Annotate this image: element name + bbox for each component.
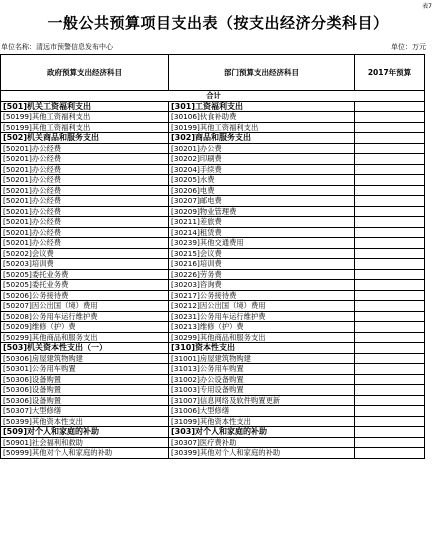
budget-cell [355, 206, 425, 217]
budget-cell [355, 133, 425, 144]
gov-subject-cell: [50203]培训费 [1, 259, 169, 270]
gov-subject-cell: [50999]其他对个人和家庭的补助 [1, 448, 169, 459]
dept-subject-cell: [30106]伙食补助费 [169, 112, 355, 123]
gov-subject-cell: [509]对个人和家庭的补助 [1, 427, 169, 438]
dept-subject-cell: [30239]其他交通费用 [169, 238, 355, 249]
gov-subject-cell: [50201]办公经费 [1, 185, 169, 196]
header-gov-economic-subject: 政府预算支出经济科目 [1, 55, 169, 91]
dept-subject-cell: [31013]公务用车购置 [169, 364, 355, 375]
category-row [1, 427, 425, 438]
table-row [1, 353, 425, 364]
budget-cell [355, 374, 425, 385]
dept-subject-cell: [31007]信息网络及软件购置更新 [169, 395, 355, 406]
gov-subject-cell: [50201]办公经费 [1, 154, 169, 165]
category-row [1, 133, 425, 144]
budget-cell [355, 290, 425, 301]
table-row [1, 175, 425, 186]
gov-subject-cell: [50201]办公经费 [1, 164, 169, 175]
category-row [1, 343, 425, 354]
table-row [1, 269, 425, 280]
gov-subject-cell: [50201]办公经费 [1, 217, 169, 228]
budget-cell [355, 301, 425, 312]
budget-cell [355, 437, 425, 448]
dept-subject-cell: [30399]其他对个人和家庭的补助 [169, 448, 355, 459]
dept-subject-cell: [30207]邮电费 [169, 196, 355, 207]
total-row [1, 91, 425, 102]
table-number: 表7 [422, 3, 432, 10]
budget-cell [355, 248, 425, 259]
gov-subject-cell: [50306]设备购置 [1, 374, 169, 385]
budget-cell [355, 259, 425, 270]
dept-subject-cell: [302]商品和服务支出 [169, 133, 355, 144]
table-body [1, 91, 425, 459]
table-row [1, 332, 425, 343]
table-row [1, 238, 425, 249]
budget-cell [355, 269, 425, 280]
dept-subject-cell: [301]工资福利支出 [169, 101, 355, 112]
dept-subject-cell: [30204]手续费 [169, 164, 355, 175]
table-row [1, 196, 425, 207]
budget-cell [355, 175, 425, 186]
budget-cell [355, 385, 425, 396]
gov-subject-cell: [50201]办公经费 [1, 196, 169, 207]
gov-subject-cell: [502]机关商品和服务支出 [1, 133, 169, 144]
dept-subject-cell: [30213]维修（护）费 [169, 322, 355, 333]
dept-subject-cell: [30202]印刷费 [169, 154, 355, 165]
page-title: 一般公共预算项目支出表（按支出经济分类科目） [47, 14, 389, 32]
dept-subject-cell: [31006]大型修缮 [169, 406, 355, 417]
table-row [1, 364, 425, 375]
budget-cell [355, 311, 425, 322]
table-row [1, 259, 425, 270]
table-row [1, 122, 425, 133]
gov-subject-cell: [50199]其他工资福利支出 [1, 112, 169, 123]
budget-cell [355, 122, 425, 133]
dept-subject-cell: [30205]水费 [169, 175, 355, 186]
budget-cell [355, 280, 425, 291]
table-row [1, 406, 425, 417]
table-row [1, 395, 425, 406]
dept-subject-cell: [310]资本性支出 [169, 343, 355, 354]
dept-subject-cell: [30307]医疗费补助 [169, 437, 355, 448]
gov-subject-cell: [50201]办公经费 [1, 227, 169, 238]
table-row [1, 437, 425, 448]
gov-subject-cell: [50306]设备购置 [1, 395, 169, 406]
dept-subject-cell: [30226]劳务费 [169, 269, 355, 280]
gov-subject-cell: [50208]公务用车运行维护费 [1, 311, 169, 322]
table-row [1, 143, 425, 154]
budget-cell [355, 238, 425, 249]
table-row [1, 185, 425, 196]
dept-subject-cell: [303]对个人和家庭的补助 [169, 427, 355, 438]
dept-subject-cell: [30203]咨询费 [169, 280, 355, 291]
budget-cell [355, 185, 425, 196]
table-row [1, 301, 425, 312]
dept-subject-cell: [30212]因公出国（境）费用 [169, 301, 355, 312]
budget-cell [355, 227, 425, 238]
budget-cell [355, 406, 425, 417]
table-row [1, 217, 425, 228]
budget-cell [355, 154, 425, 165]
budget-cell [355, 427, 425, 438]
table-row [1, 290, 425, 301]
gov-subject-cell: [50399]其他资本性支出 [1, 416, 169, 427]
table-row [1, 448, 425, 459]
table-row [1, 206, 425, 217]
table-row [1, 154, 425, 165]
dept-subject-cell: [31002]办公设备购置 [169, 374, 355, 385]
dept-subject-cell: [30215]会议费 [169, 248, 355, 259]
gov-subject-cell: [50201]办公经费 [1, 206, 169, 217]
budget-cell [355, 101, 425, 112]
gov-subject-cell: [50205]委托业务费 [1, 280, 169, 291]
gov-subject-cell: [50202]会议费 [1, 248, 169, 259]
table-row [1, 385, 425, 396]
gov-subject-cell: [50209]维修（护）费 [1, 322, 169, 333]
budget-cell [355, 322, 425, 333]
dept-subject-cell: [30209]物业管理费 [169, 206, 355, 217]
gov-subject-cell: [50207]因公出国（境）费用 [1, 301, 169, 312]
gov-subject-cell: [50199]其他工资福利支出 [1, 122, 169, 133]
table-row [1, 374, 425, 385]
table-row [1, 164, 425, 175]
dept-subject-cell: [30206]电费 [169, 185, 355, 196]
budget-cell [355, 448, 425, 459]
gov-subject-cell: [50201]办公经费 [1, 238, 169, 249]
budget-cell [355, 332, 425, 343]
dept-subject-cell: [30199]其他工资福利支出 [169, 122, 355, 133]
gov-subject-cell: [50201]办公经费 [1, 175, 169, 186]
budget-cell [355, 343, 425, 354]
table-row [1, 416, 425, 427]
table-row [1, 227, 425, 238]
dept-subject-cell: [31003]专用设备购置 [169, 385, 355, 396]
budget-cell [355, 196, 425, 207]
gov-subject-cell: [50301]公务用车购置 [1, 364, 169, 375]
dept-subject-cell: [30214]租赁费 [169, 227, 355, 238]
expenditure-table [0, 54, 425, 459]
category-row [1, 101, 425, 112]
unit-name: 单位名称：清远市预警信息发布中心 [1, 43, 113, 51]
gov-subject-cell: [50299]其他商品和服务支出 [1, 332, 169, 343]
dept-subject-cell: [31099]其他资本性支出 [169, 416, 355, 427]
header-dept-economic-subject: 部门预算支出经济科目 [169, 55, 355, 91]
gov-subject-cell: [50307]大型修缮 [1, 406, 169, 417]
table-row [1, 112, 425, 123]
gov-subject-cell: [503]机关资本性支出（一） [1, 343, 169, 354]
header-budget-2017: 2017年预算 [355, 55, 425, 91]
budget-cell [355, 112, 425, 123]
budget-cell [355, 416, 425, 427]
table-row [1, 311, 425, 322]
dept-subject-cell: [30216]培训费 [169, 259, 355, 270]
budget-cell [355, 164, 425, 175]
dept-subject-cell: [30201]办公费 [169, 143, 355, 154]
gov-subject-cell: [501]机关工资福利支出 [1, 101, 169, 112]
total-label: 合计 [1, 91, 425, 102]
budget-cell [355, 353, 425, 364]
dept-subject-cell: [30299]其他商品和服务支出 [169, 332, 355, 343]
unit-label: 单位：万元 [391, 43, 426, 51]
gov-subject-cell: [50306]房屋建筑物购建 [1, 353, 169, 364]
dept-subject-cell: [31001]房屋建筑物购建 [169, 353, 355, 364]
dept-subject-cell: [30217]公务接待费 [169, 290, 355, 301]
table-header-row [1, 55, 425, 91]
budget-cell [355, 217, 425, 228]
budget-cell [355, 364, 425, 375]
budget-cell [355, 143, 425, 154]
gov-subject-cell: [50901]社会福利和救助 [1, 437, 169, 448]
table-row [1, 280, 425, 291]
budget-cell [355, 395, 425, 406]
table-row [1, 248, 425, 259]
dept-subject-cell: [30211]差旅费 [169, 217, 355, 228]
gov-subject-cell: [50201]办公经费 [1, 143, 169, 154]
table-row [1, 322, 425, 333]
gov-subject-cell: [50205]委托业务费 [1, 269, 169, 280]
dept-subject-cell: [30231]公务用车运行维护费 [169, 311, 355, 322]
gov-subject-cell: [50206]公务接待费 [1, 290, 169, 301]
gov-subject-cell: [50306]设备购置 [1, 385, 169, 396]
